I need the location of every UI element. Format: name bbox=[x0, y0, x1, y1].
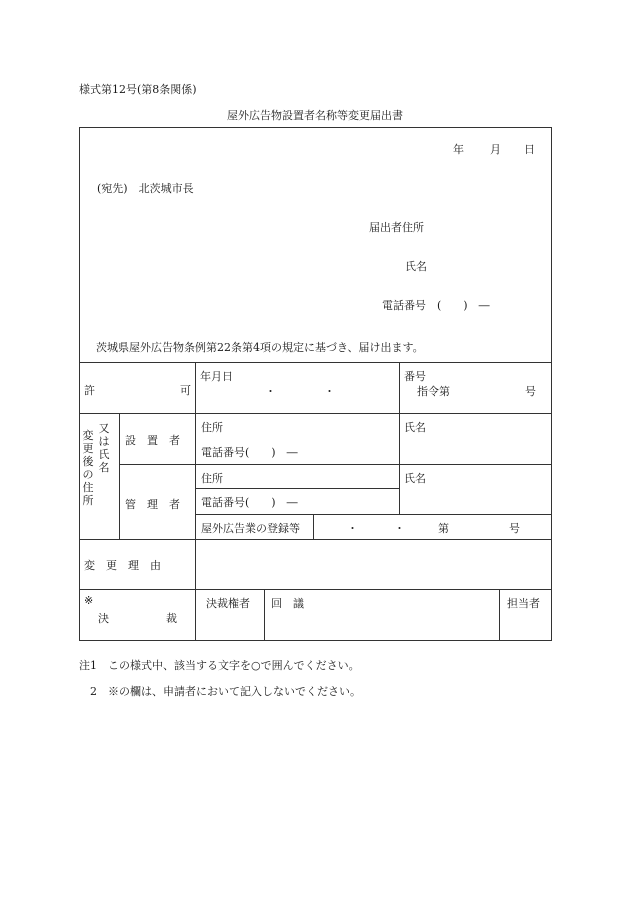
permit-number-prefix: 指令第 bbox=[417, 385, 450, 398]
form-title: 屋外広告物設置者名称等変更届出書 bbox=[227, 109, 403, 122]
decision-authority-label: 決裁権者 bbox=[206, 597, 250, 610]
manager-phone-label: 電話番号( ) ― bbox=[201, 496, 298, 509]
permit-number-label: 番号 bbox=[404, 370, 426, 383]
permit-label-right: 可 bbox=[180, 384, 191, 397]
manager-address-label: 住所 bbox=[201, 472, 223, 485]
manager-label: 管 理 者 bbox=[125, 498, 180, 511]
note-2: 2 ※の欄は、申請者において記入しないでください。 bbox=[79, 685, 361, 698]
installer-address-label: 住所 bbox=[201, 421, 223, 434]
decision-label-left: 決 bbox=[98, 612, 109, 625]
reason-label: 変 更 理 由 bbox=[84, 559, 161, 572]
registration-dot-2: ・ bbox=[394, 522, 405, 535]
registration-dot-1: ・ bbox=[347, 522, 358, 535]
changed-side-label-col1: 変更後の住所 bbox=[82, 429, 94, 507]
permit-number-suffix: 号 bbox=[525, 385, 536, 398]
decision-circulation-label: 回 議 bbox=[271, 597, 304, 610]
permit-date-dot-2: ・ bbox=[324, 385, 335, 398]
registration-prefix: 第 bbox=[438, 522, 449, 535]
registration-label: 屋外広告業の登録等 bbox=[201, 522, 300, 535]
installer-name-label: 氏名 bbox=[404, 421, 426, 434]
permit-label-left: 許 bbox=[84, 384, 95, 397]
date-year-label: 年 bbox=[453, 143, 464, 156]
applicant-name-label: 氏名 bbox=[405, 260, 427, 273]
date-month-label: 月 bbox=[490, 143, 501, 156]
applicant-phone-label: 電話番号 ( ) ― bbox=[382, 299, 490, 312]
decision-person-in-charge-label: 担当者 bbox=[507, 597, 540, 610]
decision-label-right: 裁 bbox=[166, 612, 177, 625]
changed-side-label-col2: 又は氏名 bbox=[98, 422, 110, 474]
form-number: 様式第12号(第8条関係) bbox=[79, 83, 197, 96]
note-1: 注1 この様式中、該当する文字を○で囲んでください。 bbox=[79, 659, 360, 672]
manager-name-label: 氏名 bbox=[404, 472, 426, 485]
addressee: (宛先) 北茨城市長 bbox=[97, 182, 194, 195]
registration-suffix: 号 bbox=[509, 522, 520, 535]
decision-mark: ※ bbox=[84, 594, 94, 607]
installer-label: 設 置 者 bbox=[125, 434, 180, 447]
statement: 茨城県屋外広告物条例第22条第4項の規定に基づき、届け出ます。 bbox=[96, 341, 424, 354]
permit-date-dot-1: ・ bbox=[265, 385, 276, 398]
date-day-label: 日 bbox=[524, 143, 535, 156]
installer-phone-label: 電話番号( ) ― bbox=[201, 446, 298, 459]
applicant-address-label: 届出者住所 bbox=[369, 221, 424, 234]
permit-date-label: 年月日 bbox=[200, 370, 233, 383]
